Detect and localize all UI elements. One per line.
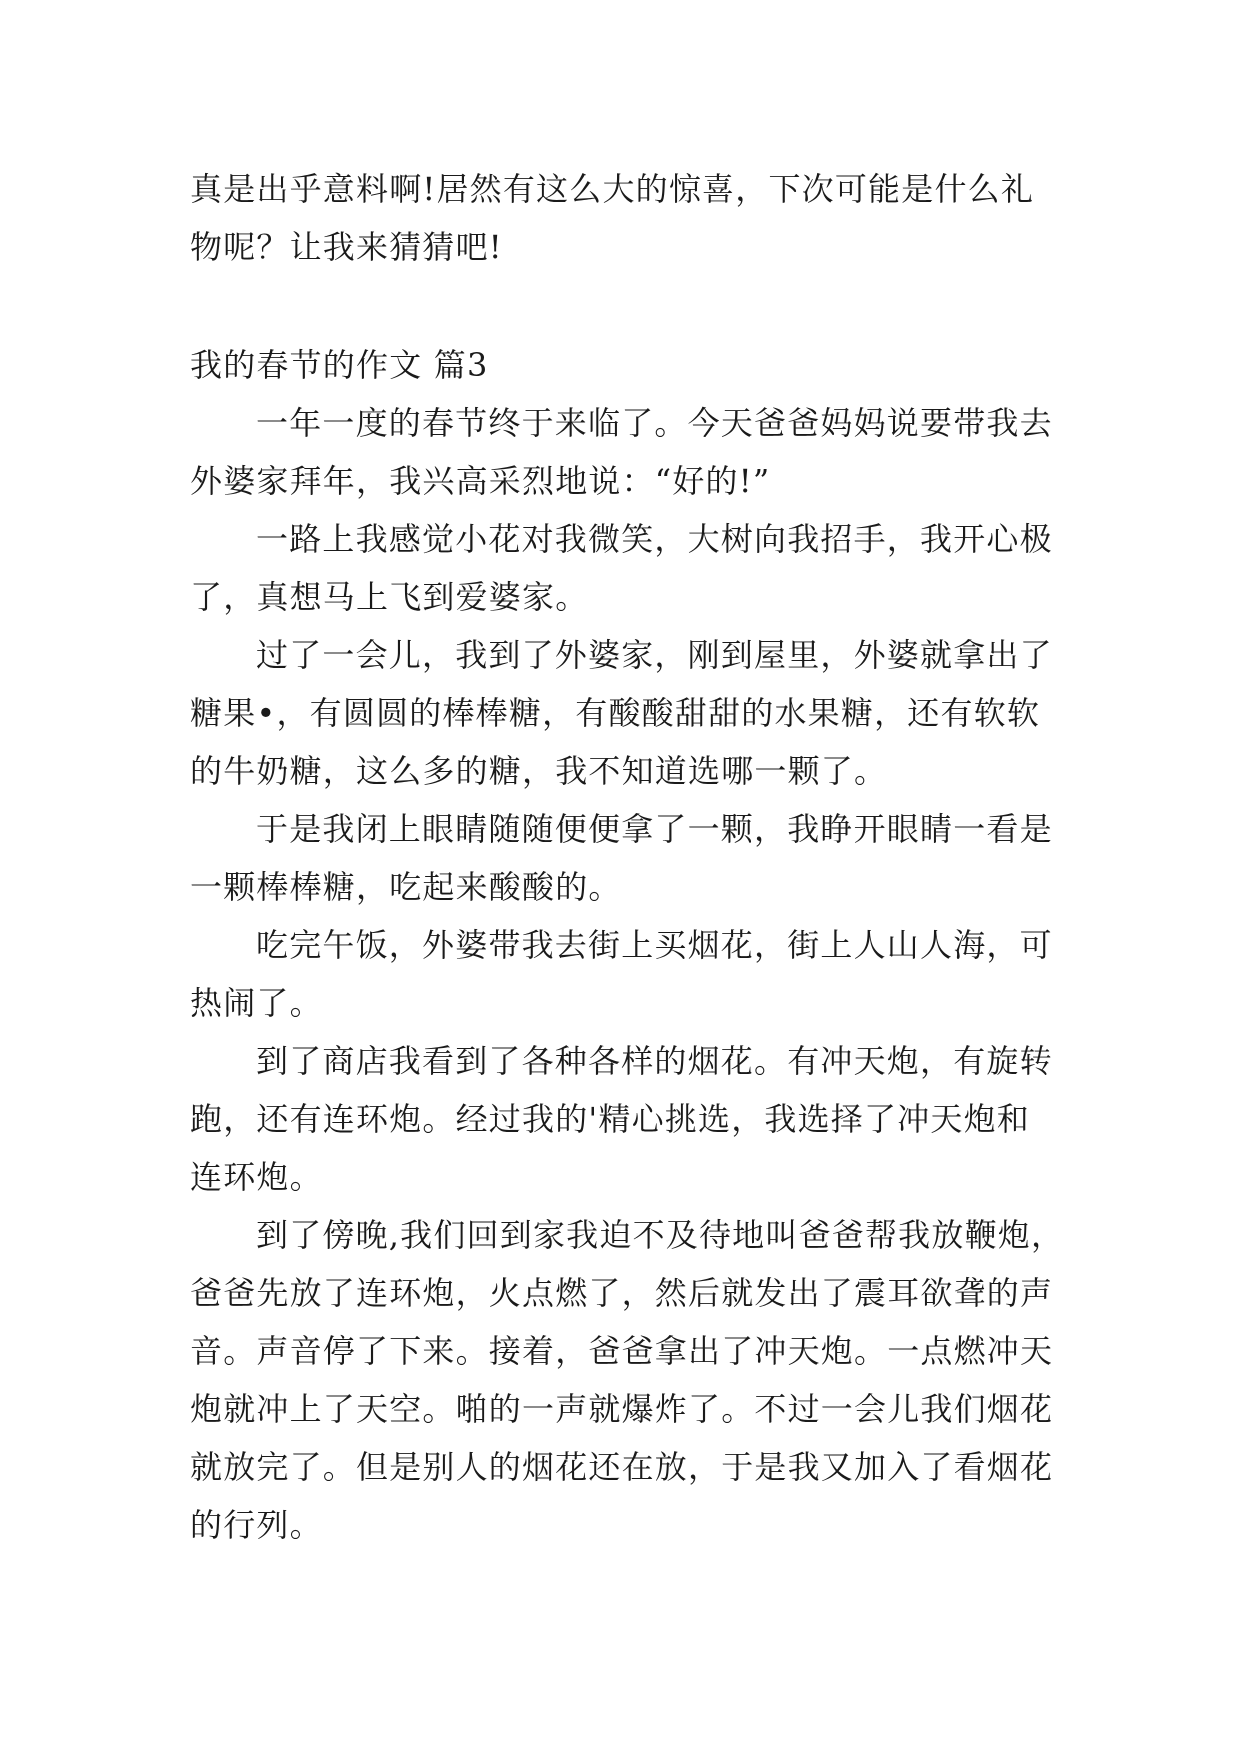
paragraph-line: 于是我闭上眼睛随随便便拿了一颗，我睁开眼睛一看是	[256, 810, 1053, 848]
paragraph-line: 外婆家拜年，我兴高采烈地说：“好的!”	[190, 462, 771, 500]
paragraph-line: 跑，还有连环炮。经过我的'精心挑选，我选择了冲天炮和	[190, 1100, 1030, 1138]
paragraph-line: 过了一会儿，我到了外婆家，刚到屋里，外婆就拿出了	[256, 636, 1053, 674]
paragraph-line: 一颗棒棒糖，吃起来酸酸的。	[190, 868, 622, 906]
paragraph-line: 一年一度的春节终于来临了。今天爸爸妈妈说要带我去	[256, 404, 1053, 442]
paragraph-line: 的行列。	[190, 1506, 323, 1544]
paragraph-line: 音。声音停了下来。接着，爸爸拿出了冲天炮。一点燃冲天	[190, 1332, 1054, 1370]
paragraph-line: 了，真想马上飞到爱婆家。	[190, 578, 589, 616]
paragraph-line: 真是出乎意料啊!居然有这么大的惊喜，下次可能是什么礼	[190, 170, 1035, 208]
paragraph-line: 的牛奶糖，这么多的糖，我不知道选哪一颗了。	[190, 752, 888, 790]
paragraph-line: 连环炮。	[190, 1158, 323, 1196]
section-heading: 我的春节的作文 篇3	[190, 346, 489, 384]
paragraph-line: 糖果•，有圆圆的棒棒糖，有酸酸甜甜的水果糖，还有软软	[190, 694, 1041, 732]
paragraph-line: 热闹了。	[190, 984, 323, 1022]
paragraph-line: 一路上我感觉小花对我微笑，大树向我招手，我开心极	[256, 520, 1053, 558]
paragraph-line: 到了商店我看到了各种各样的烟花。有冲天炮，有旋转	[256, 1042, 1053, 1080]
paragraph-line: 物呢？让我来猜猜吧!	[190, 228, 503, 266]
paragraph-line: 炮就冲上了天空。啪的一声就爆炸了。不过一会儿我们烟花	[190, 1390, 1054, 1428]
paragraph-line: 吃完午饭，外婆带我去街上买烟花，街上人山人海，可	[256, 926, 1053, 964]
paragraph-line: 爸爸先放了连环炮，火点燃了，然后就发出了震耳欲聋的声	[190, 1274, 1054, 1312]
paragraph-line: 到了傍晚,我们回到家我迫不及待地叫爸爸帮我放鞭炮，	[256, 1216, 1065, 1254]
paragraph-line: 就放完了。但是别人的烟花还在放，于是我又加入了看烟花	[190, 1448, 1054, 1486]
